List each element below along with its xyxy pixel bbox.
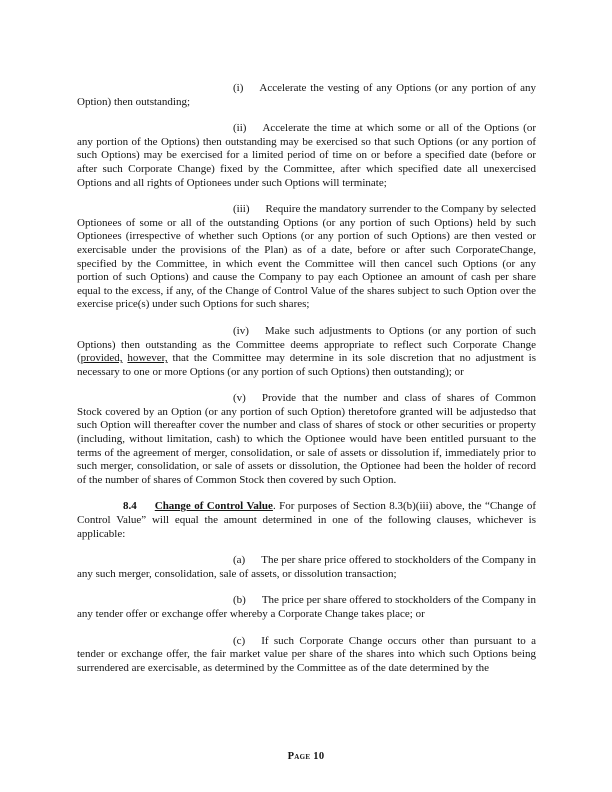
clause-iii-text: Require the mandatory surrender to the Company by selected Optionees of some or all of the outstanding Options (or any portion of such Options) held by such Optionees (irrespective of whether such Options (or any portion of such Options) are then vested or exercisable under the provisions of the Plan) as of a date, before or after such CorporateChange, specified by the Committee, in which event the Committee will then cancel such Options (or any portion of such Options) and cause the Company to pay each Optionee an amount of cash per share equal to the excess, if any, of the Change of Control Value of the shares subject to such Option over the exercise price(s) under such Options for such shares; (77, 203, 536, 311)
clause-ii (77, 122, 536, 190)
clause-a (77, 554, 536, 581)
clause-ii-marker: (ii) (233, 122, 247, 135)
clause-c (77, 635, 536, 676)
clause-v-text: Provide that the number and class of shares of Common Stock covered by an Option (or any portion of such Option) theretofore granted will be adjustedso that such Option will thereafter cover the number and class of shares of stock or other securities or property (including, without limitation, cash) to which the Optionee would have been entitled pursuant to the terms of the agreement of merger, consolidation, or sale of assets or dissolution if, immediately prior to such merger, consolidation, or sale of assets or dissolution, the Optionee had been the holder of record of the number of shares of Common Stock then covered by such Option. (77, 392, 536, 486)
section-8-4-text: Change of Control Value. For purposes of Section 8.3(b)(iii) above, the “Change of Control Value” will equal the amount determined in one of the following clauses, whichever is applicable: (77, 500, 537, 540)
clause-iii-marker: (iii) (233, 203, 250, 216)
clause-b (77, 594, 536, 621)
page-number: Page 10 (287, 751, 325, 762)
clause-iii (77, 203, 536, 312)
clause-iv-text: Make such adjustments to Options (or any portion of such Options) then outstanding as the Committee deems appropriate to reflect such Corporate Change (provided, however, that the Committee may determine in its sole discretion that no adjustment is necessary to one or more Options (or any portion of such Options) then outstanding); or (77, 324, 536, 378)
clause-ii-text: Accelerate the time at which some or all of the Options (or any portion of the Options) then outstanding may be exercised so that such Options (or any portion of such Options) may be exercised for a limited period of time on or before a specified date (before or after such Corporate Change) fixed by the Committee, after which specified date all unexercised Options and all rights of Optionees under such Options will terminate; (77, 122, 536, 189)
clause-a-text: The per share price offered to stockholders of the Company in any such merger, consolidation, sale of assets, or dissolution transaction; (77, 554, 536, 580)
clause-i (77, 82, 536, 109)
section-8-4 (77, 500, 536, 541)
clause-b-text: The price per share offered to stockholders of the Company in any tender offer or exchange offer whereby a Corporate Change takes place; or (77, 594, 536, 620)
clause-v (77, 392, 536, 487)
section-8-4-number: 8.4 (123, 500, 137, 513)
document-body (77, 82, 536, 688)
clause-a-marker: (a) (233, 554, 246, 567)
clause-c-text: If such Corporate Change occurs other than pursuant to a tender or exchange offer, the fair market value per share of the shares into which such Options being surrendered are exercisable, as determined by the Committee as of the date determined by the (77, 634, 536, 674)
clause-v-marker: (v) (233, 392, 246, 405)
clause-iv-marker: (iv) (233, 324, 249, 337)
clause-i-marker: (i) (233, 82, 244, 94)
clause-i-text: Accelerate the vesting of any Options (or any portion of any Option) then outstanding; (77, 82, 536, 108)
clause-c-marker: (c) (233, 634, 246, 647)
clause-b-marker: (b) (233, 594, 246, 607)
clause-iv (77, 325, 536, 379)
